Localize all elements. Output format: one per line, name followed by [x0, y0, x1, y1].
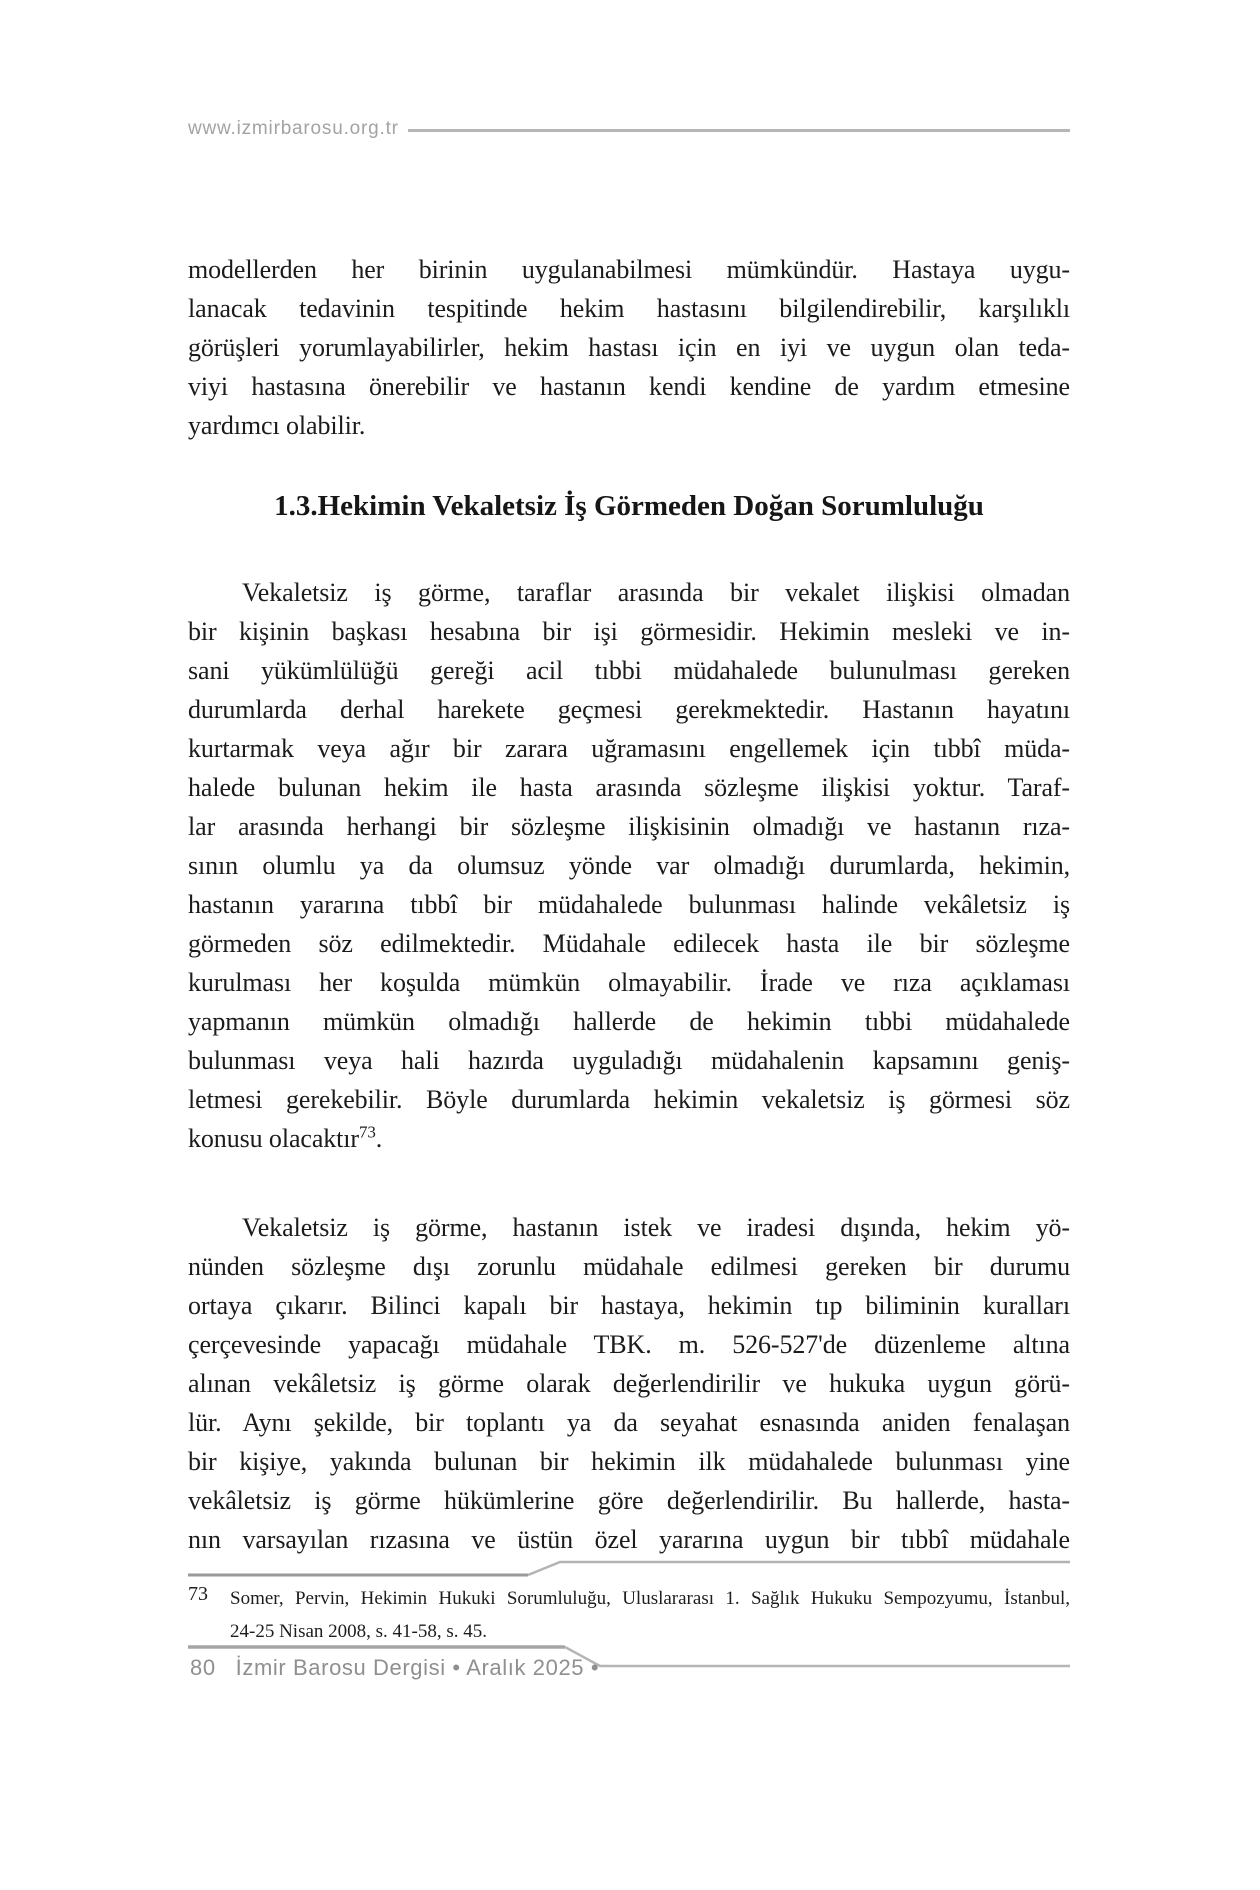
text-line: lar arasında herhangi bir sözleşme ilişkisinin olmadığı ve hastanın rıza- [188, 812, 1070, 841]
text-line: nünden sözleşme dışı zorunlu müdahale edilmesi gereken bir durumu [188, 1252, 1070, 1281]
header-site-url: www.izmirbarosu.org.tr [188, 118, 399, 139]
page-header [188, 118, 1070, 140]
footnote-separator-rule [188, 1556, 1070, 1580]
footer-journal-title: İzmir Barosu Dergisi • Aralık 2025 • [235, 1655, 600, 1680]
footnote-line-1: Somer, Pervin, Hekimin Hukuki Sorumluluğu, Uluslararası 1. Sağlık Hukuku Sempozyumu, İstanbul, [230, 1588, 1070, 1609]
text-line: viyi hastasına önerebilir ve hastanın kendi kendine de yardım etmesine [188, 372, 1070, 401]
footnote-73 [188, 1582, 1088, 1648]
text-line: sani yükümlülüğü gereği acil tıbbi müdahalede bulunulması gereken [188, 656, 1070, 685]
text-line: görmeden söz edilmektedir. Müdahale edilecek hasta ile bir sözleşme [188, 929, 1070, 958]
text-line: sının olumlu ya da olumsuz yönde var olmadığı durumlarda, hekimin, [188, 851, 1070, 880]
paragraph-2-last-line [188, 1119, 1070, 1158]
section-heading: 1.3.Hekimin Vekaletsiz İş Görmeden Doğan Sorumluluğu [274, 490, 984, 522]
text-line: durumlarda derhal harekete geçmesi gerekmektedir. Hastanın hayatını [188, 695, 1070, 724]
footnote-number: 73 [188, 1583, 208, 1605]
page-footer [188, 1644, 1070, 1690]
text-line: nın varsayılan rızasına ve üstün özel yararına uygun bir tıbbî müdahale [188, 1525, 1070, 1554]
text-line: görüşleri yorumlayabilirler, hekim hastası için en iyi ve uygun olan teda- [188, 333, 1070, 362]
text-line: Vekaletsiz iş görme, hastanın istek ve iradesi dışında, hekim yö- [242, 1213, 1070, 1242]
paragraph-2-last-period: . [375, 1124, 383, 1153]
text-line: kurulması her koşulda mümkün olmayabilir. İrade ve rıza açıklaması [188, 968, 1070, 997]
paragraph-2 [188, 573, 1070, 1158]
paragraph-3-lines [188, 1208, 1070, 1559]
text-line: lür. Aynı şekilde, bir toplantı ya da seyahat esnasında aniden fenalaşan [188, 1408, 1070, 1437]
footer-page-number: 80 [190, 1655, 216, 1680]
text-line: bir kişiye, yakında bulunan bir hekimin ilk müdahalede bulunması yine [188, 1447, 1070, 1476]
text-line: bulunması veya hali hazırda uyguladığı müdahalenin kapsamını geniş- [188, 1046, 1070, 1075]
text-line: halede bulunan hekim ile hasta arasında sözleşme ilişkisi yoktur. Taraf- [188, 773, 1070, 802]
paragraph-1-lines [188, 250, 1070, 406]
text-line: bir kişinin başkası hesabına bir işi görmesidir. Hekimin mesleki ve in- [188, 617, 1070, 646]
footnote-reference-marker: 73 [358, 1122, 376, 1142]
text-line: ortaya çıkarır. Bilinci kapalı bir hastaya, hekimin tıp biliminin kuralları [188, 1291, 1070, 1320]
paragraph-1 [188, 250, 1070, 445]
text-line: kurtarmak veya ağır bir zarara uğramasını engellemek için tıbbî müda- [188, 734, 1070, 763]
paragraph-1-last-line: yardımcı olabilir. [188, 411, 366, 440]
text-line: lanacak tedavinin tespitinde hekim hastasını bilgilendirebilir, karşılıklı [188, 294, 1070, 323]
text-line: modellerden her birinin uygulanabilmesi mümkündür. Hastaya uygu- [188, 255, 1070, 284]
footnote-body [230, 1582, 1088, 1648]
paragraph-3 [188, 1208, 1070, 1559]
footnote-line-2: 24-25 Nisan 2008, s. 41-58, s. 45. [230, 1621, 488, 1642]
text-line: hastanın yararına tıbbî bir müdahalede bulunması halinde vekâletsiz iş [188, 890, 1070, 919]
text-line: çerçevesinde yapacağı müdahale TBK. m. 526-527'de düzenleme altına [188, 1330, 1070, 1359]
text-line: letmesi gerekebilir. Böyle durumlarda hekimin vekaletsiz iş görmesi söz [188, 1085, 1070, 1114]
header-rule [408, 129, 1070, 132]
text-line: yapmanın mümkün olmadığı hallerde de hekimin tıbbi müdahalede [188, 1007, 1070, 1036]
text-line: vekâletsiz iş görme hükümlerine göre değerlendirilir. Bu hallerde, hasta- [188, 1486, 1070, 1515]
text-line: alınan vekâletsiz iş görme olarak değerlendirilir ve hukuka uygun görü- [188, 1369, 1070, 1398]
paragraph-2-last-text: konusu olacaktır [188, 1124, 359, 1153]
text-line: Vekaletsiz iş görme, taraflar arasında bir vekalet ilişkisi olmadan [242, 578, 1070, 607]
footer-text [190, 1655, 599, 1681]
paragraph-2-lines [188, 573, 1070, 1119]
